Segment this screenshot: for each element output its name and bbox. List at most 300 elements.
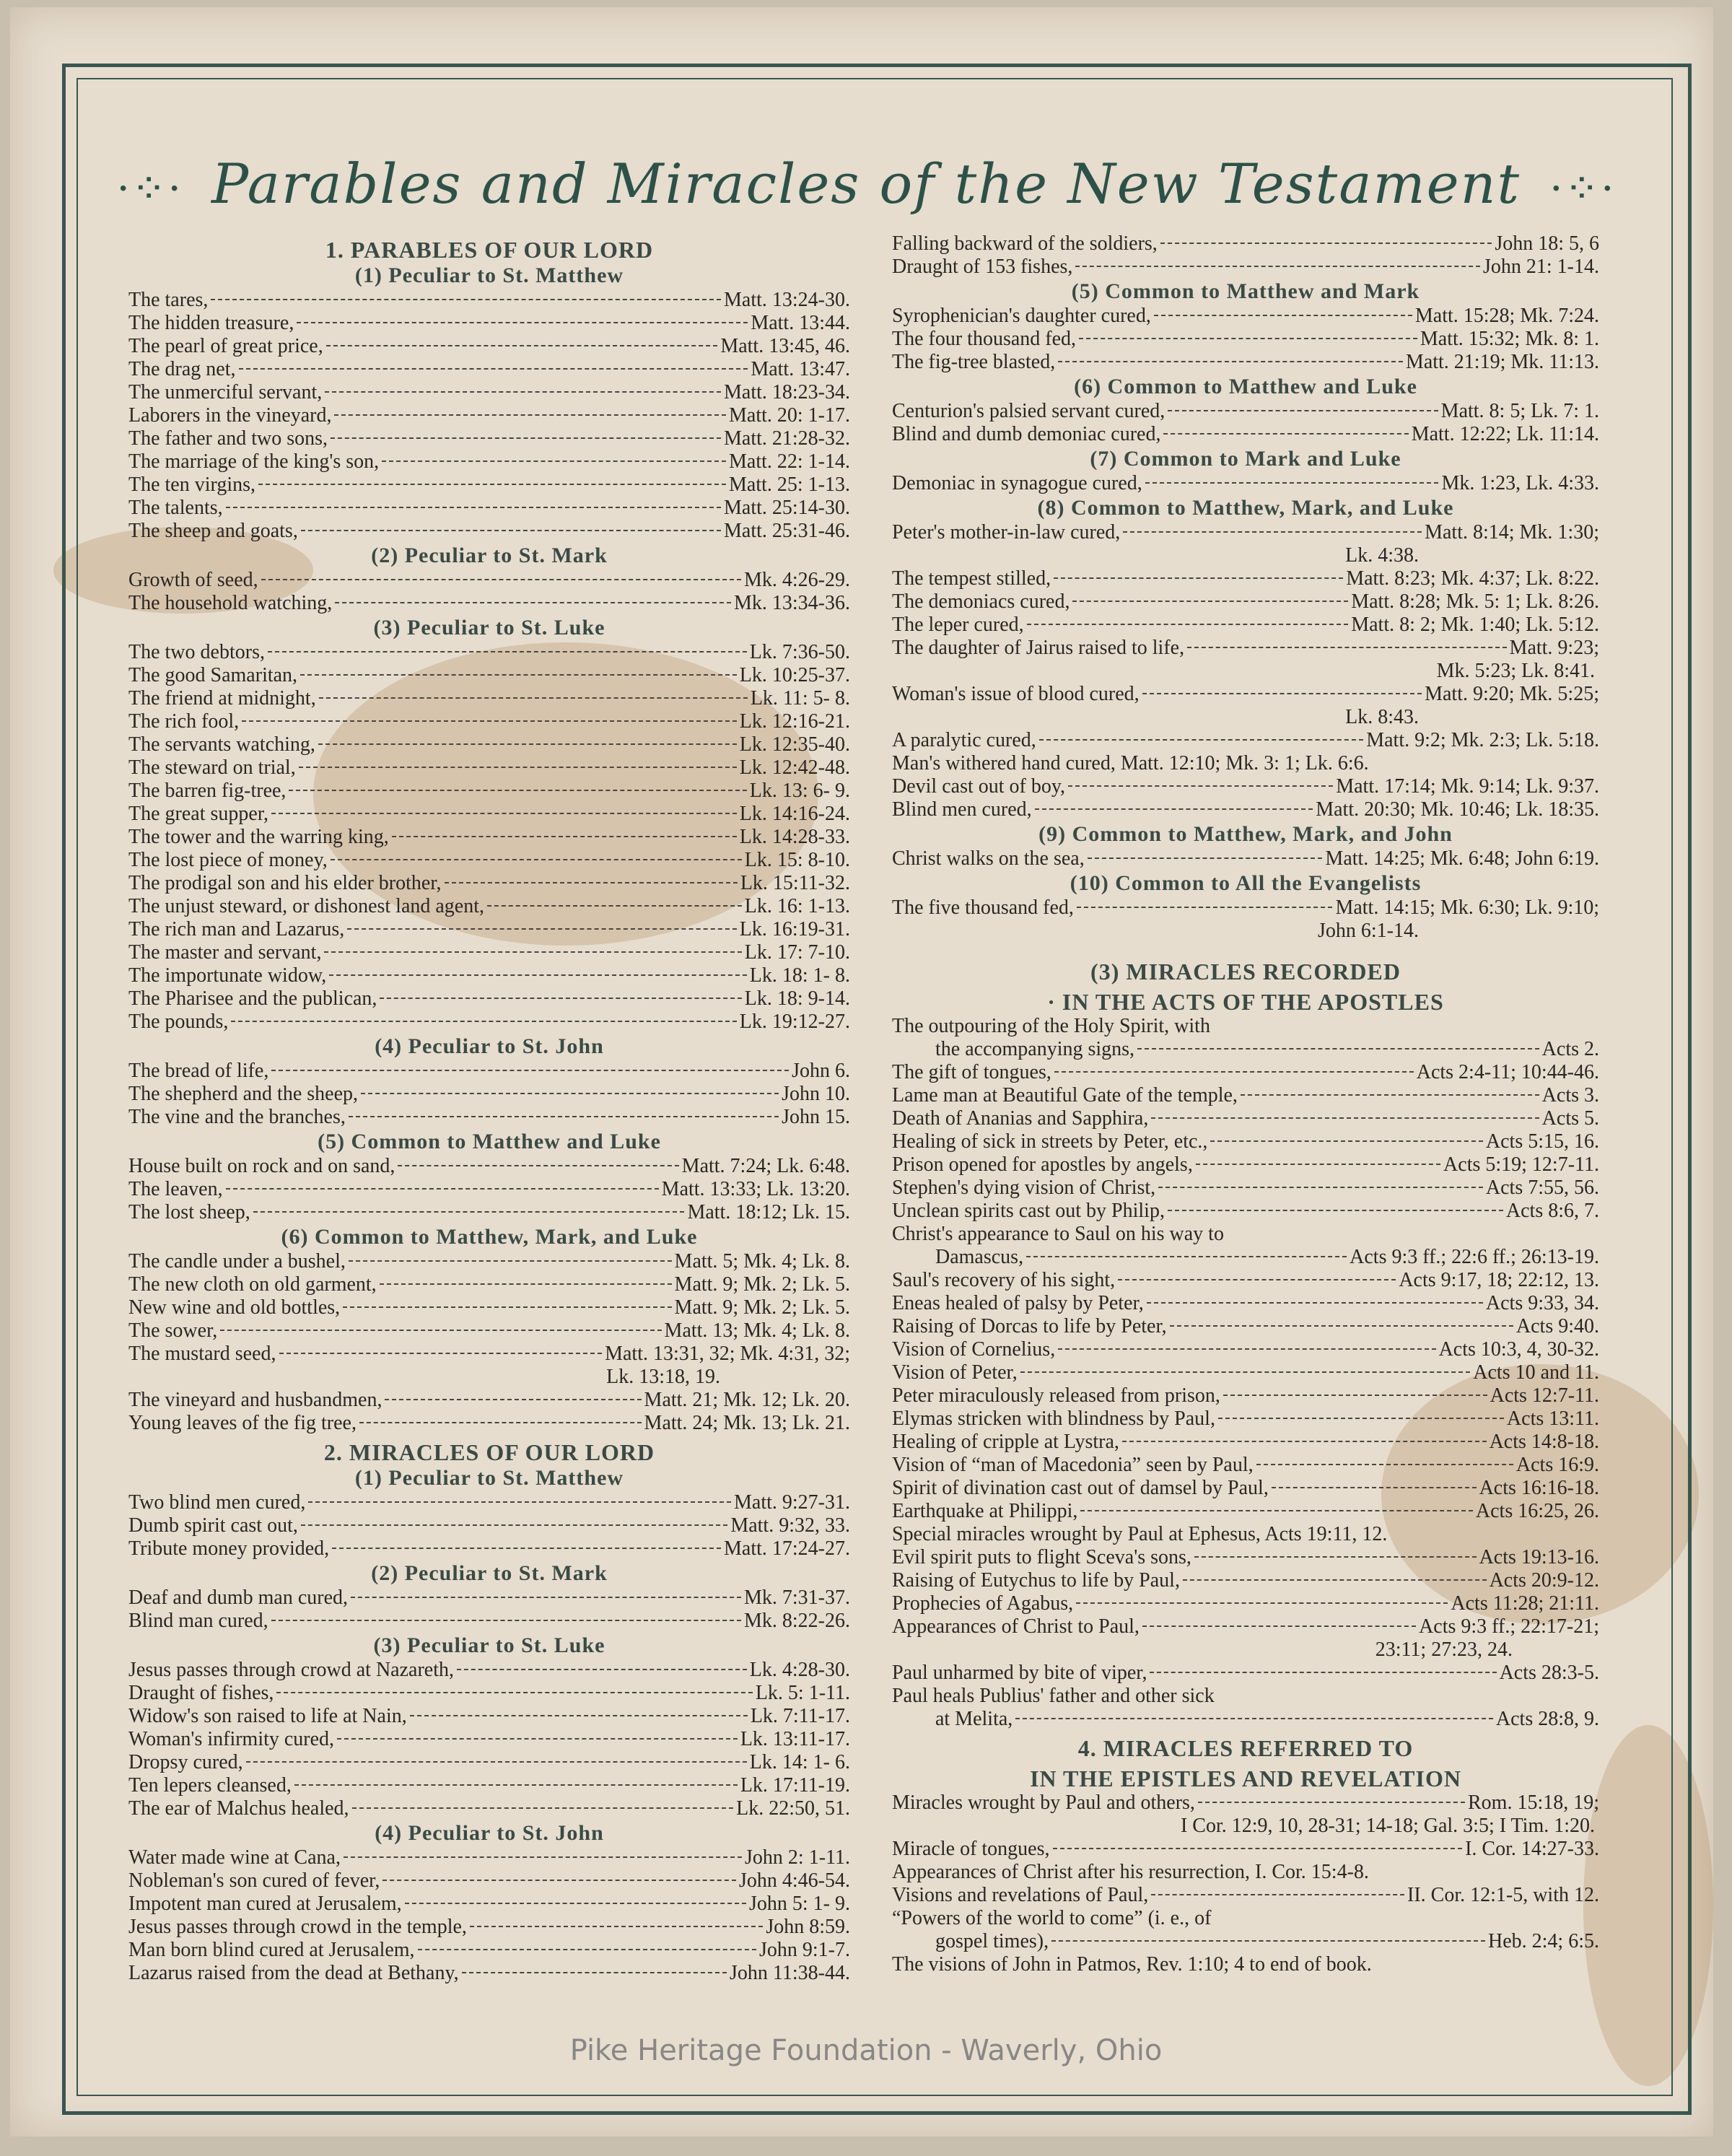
entry-row xyxy=(128,849,850,872)
reference-continuation: I Cor. 12:9, 10, 28-31; 14-18; Gal. 3:5; I Tim. 1:20. xyxy=(1180,1815,1595,1837)
scripture-reference: Matt. 9; Mk. 2; Lk. 5. xyxy=(674,1273,850,1296)
scripture-reference: Matt. 15:28; Mk. 7:24. xyxy=(1414,305,1599,327)
scripture-reference: Lk. 4:28-30. xyxy=(749,1659,850,1681)
entry-row xyxy=(892,256,1599,279)
entry-row xyxy=(892,305,1599,328)
entry-title: Nobleman's son cured of fever, xyxy=(128,1869,380,1892)
leader-dashes xyxy=(1054,1071,1414,1073)
entry-row xyxy=(892,1546,1599,1569)
scripture-reference: Matt. 13:44. xyxy=(751,312,850,334)
leader-dashes xyxy=(319,697,748,699)
entry-row xyxy=(128,1682,850,1705)
entry-title: The ten virgins, xyxy=(128,473,256,496)
scripture-reference: Matt. 13:33; Lk. 13:20. xyxy=(661,1178,850,1200)
leader-dashes xyxy=(226,507,721,508)
entry-title: The leper cured, xyxy=(892,614,1024,636)
scripture-reference: Matt. 21:28-32. xyxy=(724,427,850,450)
entry-title: The vineyard and husbandmen, xyxy=(128,1389,382,1411)
entry-title: The friend at midnight, xyxy=(128,687,316,710)
entry-line: Christ's appearance to Saul on his way to xyxy=(892,1223,1224,1245)
scripture-reference: Matt. 25:31-46. xyxy=(724,520,850,542)
scripture-reference: Matt. 8:28; Mk. 5: 1; Lk. 8:26. xyxy=(1351,590,1599,613)
scripture-reference: Matt. 15:32; Mk. 8: 1. xyxy=(1420,328,1599,350)
scripture-reference: John 8:59. xyxy=(766,1916,850,1938)
page-title xyxy=(0,152,1732,216)
entry-title: Devil cast out of boy, xyxy=(892,775,1066,798)
leader-dashes xyxy=(1077,907,1333,908)
leader-dashes xyxy=(301,1524,727,1526)
entry-row xyxy=(128,1659,850,1682)
entry-line: Paul heals Publius' father and other sick xyxy=(892,1685,1215,1707)
scripture-reference: John 15. xyxy=(782,1106,850,1128)
scripture-reference: Mk. 13:34-36. xyxy=(734,592,850,614)
entry-title: Spirit of divination cast out of damsel by Paul, xyxy=(892,1477,1269,1499)
leader-dashes xyxy=(1051,1940,1485,1942)
leader-dashes xyxy=(246,1761,747,1763)
section-heading: (5) Common to Matthew and Mark xyxy=(1071,279,1420,303)
scripture-reference: Acts 19:13-16. xyxy=(1479,1546,1599,1568)
entry-row xyxy=(892,1107,1599,1130)
entry-title: Vision of Cornelius, xyxy=(892,1338,1056,1361)
leader-dashes xyxy=(1168,1210,1503,1211)
scripture-reference: Matt. 18:23-34. xyxy=(724,381,850,403)
entry-title: The mustard seed, xyxy=(128,1343,276,1365)
entry-row xyxy=(892,1930,1599,1953)
leader-dashes xyxy=(382,1880,736,1881)
leader-dashes xyxy=(324,951,741,953)
entry-row xyxy=(128,289,850,312)
entry-row xyxy=(128,872,850,895)
section-heading: (8) Common to Matthew, Mark, and Luke xyxy=(1037,496,1454,520)
leader-dashes xyxy=(329,974,747,976)
scripture-reference: John 5: 1- 9. xyxy=(749,1893,850,1915)
scripture-reference: John 10. xyxy=(782,1083,850,1105)
scripture-reference: Acts 2. xyxy=(1541,1038,1599,1060)
leader-dashes xyxy=(1223,1395,1487,1396)
entry-title: Earthquake at Philippi, xyxy=(892,1500,1078,1522)
scripture-reference: Acts 13:11. xyxy=(1506,1407,1599,1430)
entry-title: Damascus, xyxy=(935,1246,1024,1268)
section-heading: (3) Peculiar to St. Luke xyxy=(373,1633,605,1657)
entry-title: The unmerciful servant, xyxy=(128,381,323,403)
scripture-reference: Matt. 24; Mk. 13; Lk. 21. xyxy=(644,1412,850,1434)
entry-title: Centurion's palsied servant cured, xyxy=(892,400,1165,422)
entry-title: The barren fig-tree, xyxy=(128,780,287,802)
leader-dashes xyxy=(351,1597,741,1598)
entry-row xyxy=(128,1916,850,1939)
scripture-reference: Matt. 25: 1-13. xyxy=(729,473,850,496)
section-heading: (10) Common to All the Evangelists xyxy=(1070,871,1422,895)
section-heading: (1) Peculiar to St. Matthew xyxy=(354,1466,624,1490)
leader-dashes xyxy=(1068,785,1333,787)
entry-title: Death of Ananias and Sapphira, xyxy=(892,1107,1149,1130)
entry-row xyxy=(892,328,1599,351)
leader-dashes xyxy=(1118,1279,1396,1280)
scripture-reference: Acts 28:8, 9. xyxy=(1495,1708,1599,1730)
entry-title: The steward on trial, xyxy=(128,756,296,779)
scripture-reference: Matt. 8: 2; Mk. 1:40; Lk. 5:12. xyxy=(1351,614,1599,636)
leader-dashes xyxy=(1142,693,1422,694)
entry-title: Christ walks on the sea, xyxy=(892,847,1085,870)
scripture-reference: Matt. 13:24-30. xyxy=(724,289,850,311)
entry-title: The father and two sons, xyxy=(128,427,328,450)
entry-title: The lost sheep, xyxy=(128,1201,250,1223)
entry-row xyxy=(892,351,1599,374)
entry-row xyxy=(892,896,1599,920)
leader-dashes xyxy=(297,322,748,323)
leader-dashes xyxy=(1058,1348,1435,1350)
entry-title: The gift of tongues, xyxy=(892,1061,1051,1083)
entry-title: Syrophenician's daughter cured, xyxy=(892,305,1151,327)
entry-title: the accompanying signs, xyxy=(935,1038,1135,1060)
entry-line: The visions of John in Patmos, Rev. 1:10; 4 to end of book. xyxy=(892,1953,1372,1976)
leader-dashes xyxy=(1150,1672,1496,1673)
leader-dashes xyxy=(1272,1487,1477,1488)
entry-title: The unjust steward, or dishonest land agent, xyxy=(128,895,485,917)
section-heading: 4. MIRACLES REFERRED TO xyxy=(1077,1735,1414,1761)
entry-title: The ear of Malchus healed, xyxy=(128,1797,349,1820)
entry-title: The demoniacs cured, xyxy=(892,590,1070,613)
entry-row xyxy=(128,1705,850,1728)
scripture-reference: Matt. 21; Mk. 12; Lk. 20. xyxy=(644,1389,850,1411)
entry-row xyxy=(128,964,850,987)
entry-title: Water made wine at Cana, xyxy=(128,1846,341,1869)
scripture-reference: Acts 28:3-5. xyxy=(1499,1662,1599,1684)
scripture-reference: Lk. 14:28-33. xyxy=(739,826,850,848)
scripture-reference: Matt. 21:19; Mk. 11:13. xyxy=(1405,351,1599,373)
entry-row xyxy=(128,404,850,427)
leader-dashes xyxy=(279,1353,603,1354)
entry-title: Miracles wrought by Paul and others, xyxy=(892,1791,1195,1814)
entry-title: Elymas stricken with blindness by Paul, xyxy=(892,1407,1215,1430)
scripture-reference: Acts 8:6, 7. xyxy=(1505,1200,1599,1222)
entry-row xyxy=(892,1615,1599,1638)
entry-row xyxy=(128,1296,850,1319)
scripture-reference: Lk. 7:36-50. xyxy=(749,641,850,663)
entry-title: Deaf and dumb man cured, xyxy=(128,1587,348,1609)
entry-title: Falling backward of the soldiers, xyxy=(892,232,1158,255)
entry-row xyxy=(128,826,850,849)
entry-title: Laborers in the vineyard, xyxy=(128,404,332,427)
leader-dashes xyxy=(343,1306,671,1308)
scripture-reference: Rom. 15:18, 19; xyxy=(1467,1791,1599,1814)
entry-title: The rich man and Lazarus, xyxy=(128,918,345,940)
leader-dashes xyxy=(1183,1579,1487,1581)
leader-dashes xyxy=(1218,1418,1504,1419)
entry-row xyxy=(128,895,850,918)
scripture-reference: Matt. 17:24-27. xyxy=(724,1537,850,1560)
leader-dashes xyxy=(211,299,721,300)
entry-title: The daughter of Jairus raised to life, xyxy=(892,637,1185,659)
entry-row xyxy=(128,592,850,615)
entry-row xyxy=(128,1106,850,1129)
section-heading: (6) Common to Matthew, Mark, and Luke xyxy=(281,1225,698,1249)
entry-row xyxy=(128,1893,850,1916)
leader-dashes xyxy=(1026,1256,1347,1257)
entry-title: The Pharisee and the publican, xyxy=(128,987,377,1010)
entry-title: The tares, xyxy=(128,289,209,311)
scripture-reference: John 6. xyxy=(792,1060,850,1082)
scripture-reference: John 11:38-44. xyxy=(730,1962,850,1984)
leader-dashes xyxy=(334,414,726,416)
entry-title: The servants watching, xyxy=(128,733,315,756)
leader-dashes xyxy=(385,1399,641,1400)
scripture-reference: Acts 2:4-11; 10:44-46. xyxy=(1416,1061,1599,1083)
entry-title: The marriage of the king's son, xyxy=(128,450,380,473)
scripture-reference: Matt. 25:14-30. xyxy=(724,497,850,519)
scripture-reference: Acts 11:28; 21:11. xyxy=(1451,1592,1599,1615)
entry-row xyxy=(892,1662,1599,1685)
section-heading: (1) Peculiar to St. Matthew xyxy=(354,263,624,287)
leader-dashes xyxy=(1020,1371,1471,1373)
scripture-reference: Matt. 9:32, 33. xyxy=(730,1514,850,1537)
scripture-reference: Matt. 9:2; Mk. 2:3; Lk. 5:18. xyxy=(1366,729,1599,751)
leader-dashes xyxy=(1015,1718,1493,1719)
scripture-reference: Matt. 20: 1-17. xyxy=(729,404,850,427)
scripture-reference: Lk. 15:11-32. xyxy=(740,872,850,894)
entry-row xyxy=(892,567,1599,590)
scripture-reference: Acts 5:15, 16. xyxy=(1485,1130,1599,1153)
entry-title: Peter's mother-in-law cured, xyxy=(892,521,1121,544)
entry-line: Special miracles wrought by Paul at Ephesus, Acts 19:11, 12. xyxy=(892,1523,1388,1545)
scripture-reference: Mk. 4:26-29. xyxy=(744,569,850,591)
entry-title: The prodigal son and his elder brother, xyxy=(128,872,442,894)
scripture-reference: Acts 9:33, 34. xyxy=(1485,1292,1599,1314)
leader-dashes xyxy=(276,1692,752,1693)
entry-row xyxy=(892,1177,1599,1200)
scripture-reference: Lk. 12:16-21. xyxy=(739,710,850,733)
scripture-reference: Acts 9:3 ff.; 22:17-21; xyxy=(1419,1615,1599,1638)
leader-dashes xyxy=(261,579,741,580)
leader-dashes xyxy=(445,882,738,883)
scripture-reference: Acts 9:40. xyxy=(1516,1315,1599,1337)
entry-line: “Powers of the world to come” (i. e., of xyxy=(892,1907,1212,1929)
scripture-reference: I. Cor. 14:27-33. xyxy=(1465,1838,1599,1860)
entry-row xyxy=(892,1407,1599,1431)
leader-dashes xyxy=(1137,1048,1539,1049)
entry-row xyxy=(128,780,850,803)
leader-dashes xyxy=(487,905,742,907)
leader-dashes xyxy=(239,368,748,370)
right-column xyxy=(892,232,1599,1976)
leader-dashes xyxy=(331,859,742,860)
leader-dashes xyxy=(231,1021,736,1022)
leader-dashes xyxy=(1035,808,1313,810)
leader-dashes xyxy=(1151,1117,1539,1119)
entry-title: The leaven, xyxy=(128,1178,223,1200)
entry-row xyxy=(128,710,850,733)
entry-title: The hidden treasure, xyxy=(128,312,294,334)
entry-row xyxy=(128,1412,850,1435)
entry-row xyxy=(128,1797,850,1820)
scripture-reference: Matt. 5; Mk. 4; Lk. 8. xyxy=(674,1250,850,1273)
entry-title: Draught of fishes, xyxy=(128,1682,274,1704)
scripture-reference: Lk. 10:25-37. xyxy=(739,664,850,686)
scripture-reference: Matt. 13:45, 46. xyxy=(720,335,850,357)
entry-row xyxy=(128,473,850,497)
section-heading: (5) Common to Matthew and Luke xyxy=(318,1130,661,1153)
leader-dashes xyxy=(1210,1140,1482,1142)
scripture-reference: Acts 9:17, 18; 22:12, 13. xyxy=(1399,1269,1599,1291)
entry-row xyxy=(128,733,850,756)
entry-row xyxy=(128,569,850,592)
reference-continuation: Lk. 8:43. xyxy=(1345,706,1419,728)
entry-title: Unclean spirits cast out by Philip, xyxy=(892,1200,1165,1222)
leader-dashes xyxy=(1158,1187,1483,1188)
entry-title: The sheep and goats, xyxy=(128,520,298,542)
entry-row xyxy=(128,987,850,1011)
leader-dashes xyxy=(220,1330,661,1331)
scripture-reference: Matt. 12:22; Lk. 11:14. xyxy=(1411,423,1599,445)
leader-dashes xyxy=(1147,1302,1483,1304)
entry-title: Impotent man cured at Jerusalem, xyxy=(128,1893,402,1915)
leader-dashes xyxy=(382,461,726,462)
entry-row xyxy=(892,847,1599,870)
entry-title: The good Samaritan, xyxy=(128,664,298,686)
scripture-reference: Matt. 20:30; Mk. 10:46; Lk. 18:35. xyxy=(1316,798,1599,821)
entry-row xyxy=(128,941,850,964)
entry-row xyxy=(128,427,850,450)
scripture-reference: Matt. 13; Mk. 4; Lk. 8. xyxy=(664,1319,850,1342)
entry-title: The four thousand fed, xyxy=(892,328,1077,350)
entry-title: Eneas healed of palsy by Peter, xyxy=(892,1292,1144,1314)
entry-row xyxy=(128,1869,850,1893)
entry-row xyxy=(128,1587,850,1610)
entry-line: Appearances of Christ after his resurrection, I. Cor. 15:4-8. xyxy=(892,1861,1369,1883)
entry-row xyxy=(892,1292,1599,1315)
scripture-reference: Matt. 14:25; Mk. 6:48; John 6:19. xyxy=(1325,847,1599,870)
leader-dashes xyxy=(1123,531,1422,533)
reference-continuation: Lk. 4:38. xyxy=(1345,544,1419,567)
leader-dashes xyxy=(1256,1464,1513,1465)
leader-dashes xyxy=(1154,315,1412,316)
entry-row xyxy=(128,1514,850,1537)
leader-dashes xyxy=(1145,482,1439,484)
leader-dashes xyxy=(352,1807,734,1809)
entry-title: Jesus passes through crowd in the temple, xyxy=(128,1916,467,1938)
entry-title: Two blind men cured, xyxy=(128,1491,306,1514)
entry-title: The drag net, xyxy=(128,358,236,380)
scripture-reference: Acts 16:25, 26. xyxy=(1475,1500,1599,1522)
entry-title: Prophecies of Agabus, xyxy=(892,1592,1074,1615)
section-heading: (3) MIRACLES RECORDED xyxy=(1090,959,1401,985)
entry-row xyxy=(892,1038,1599,1061)
entry-row xyxy=(128,312,850,335)
section-heading: · IN THE ACTS OF THE APOSTLES xyxy=(1047,989,1444,1015)
entry-row xyxy=(892,1338,1599,1361)
section-heading: (6) Common to Matthew and Luke xyxy=(1074,375,1417,398)
leader-dashes xyxy=(1075,266,1480,267)
entry-title: The candle under a bushel, xyxy=(128,1250,346,1273)
entry-title: Vision of “man of Macedonia” seen by Paul, xyxy=(892,1454,1254,1476)
entry-row xyxy=(128,1250,850,1273)
scripture-reference: Matt. 8:23; Mk. 4:37; Lk. 8:22. xyxy=(1346,567,1599,590)
entry-row xyxy=(892,729,1599,752)
entry-row xyxy=(892,1153,1599,1177)
entry-row xyxy=(128,335,850,358)
entry-title: at Melita, xyxy=(935,1708,1013,1730)
scripture-reference: Lk. 16:19-31. xyxy=(739,918,850,940)
entry-row xyxy=(892,614,1599,637)
entry-title: Jesus passes through crowd at Nazareth, xyxy=(128,1659,454,1681)
leader-dashes xyxy=(308,1501,731,1503)
scripture-reference: Matt. 17:14; Mk. 9:14; Lk. 9:37. xyxy=(1336,775,1599,798)
scripture-reference: Acts 20:9-12. xyxy=(1489,1569,1599,1592)
entry-row xyxy=(892,1708,1599,1731)
scripture-reference: Acts 3. xyxy=(1541,1084,1599,1107)
entry-title: Blind and dumb demoniac cured, xyxy=(892,423,1161,445)
entry-row xyxy=(128,1389,850,1412)
section-heading: (7) Common to Mark and Luke xyxy=(1090,447,1401,471)
scripture-reference: Acts 16:16-18. xyxy=(1479,1477,1599,1499)
scripture-reference: Acts 14:8-18. xyxy=(1489,1431,1599,1453)
entry-row xyxy=(128,664,850,687)
scripture-reference: Mk. 8:22-26. xyxy=(744,1610,850,1632)
leader-dashes xyxy=(253,1211,685,1213)
leader-dashes xyxy=(326,345,718,346)
leader-dashes xyxy=(1196,1164,1440,1165)
entry-title: Blind men cured, xyxy=(892,798,1032,821)
entry-row xyxy=(892,1884,1599,1907)
entry-row xyxy=(128,1728,850,1751)
scripture-reference: John 21: 1-14. xyxy=(1483,256,1599,278)
entry-title: The talents, xyxy=(128,497,223,519)
scripture-reference: Acts 10 and 11. xyxy=(1473,1361,1599,1384)
entry-row xyxy=(892,775,1599,798)
entry-title: Growth of seed, xyxy=(128,569,258,591)
entry-row xyxy=(892,1431,1599,1454)
scripture-reference: Matt. 8: 5; Lk. 7: 1. xyxy=(1440,400,1599,422)
scripture-reference: Mk. 7:31-37. xyxy=(744,1587,850,1609)
leader-dashes xyxy=(300,674,737,676)
section-heading: IN THE EPISTLES AND REVELATION xyxy=(1030,1766,1461,1791)
leader-dashes xyxy=(1194,1556,1477,1558)
section-heading: 1. PARABLES OF OUR LORD xyxy=(325,237,654,263)
entry-title: Dropsy cured, xyxy=(128,1751,243,1773)
entry-row xyxy=(892,1477,1599,1500)
leader-dashes xyxy=(1168,410,1438,411)
entry-title: Man born blind cured at Jerusalem, xyxy=(128,1939,415,1961)
entry-title: Lame man at Beautiful Gate of the temple, xyxy=(892,1084,1238,1107)
entry-row xyxy=(128,1751,850,1774)
entry-line: Man's withered hand cured, Matt. 12:10; Mk. 3: 1; Lk. 6:6. xyxy=(892,752,1369,774)
section-heading: (4) Peculiar to St. John xyxy=(375,1821,604,1845)
entry-row xyxy=(128,918,850,941)
entry-row xyxy=(892,637,1599,660)
leader-dashes xyxy=(1163,433,1408,435)
entry-row xyxy=(892,1084,1599,1107)
entry-row xyxy=(128,1178,850,1201)
scripture-reference: Lk. 13:11-17. xyxy=(740,1728,850,1750)
scripture-reference: Acts 9:3 ff.; 22:6 ff.; 26:13-19. xyxy=(1350,1246,1599,1268)
leader-dashes xyxy=(349,1116,779,1117)
watermark: Pike Heritage Foundation - Waverly, Ohio xyxy=(569,2034,1163,2067)
title-text: Parables and Miracles of the New Testament xyxy=(211,152,1521,216)
entry-row xyxy=(128,520,850,543)
leader-dashes xyxy=(332,1548,721,1549)
scripture-reference: Lk. 17: 7-10. xyxy=(744,941,850,964)
leader-dashes xyxy=(470,1926,763,1927)
scripture-reference: Acts 5. xyxy=(1541,1107,1599,1130)
leader-dashes xyxy=(289,790,746,791)
leader-dashes xyxy=(1160,243,1492,244)
scripture-reference: Matt. 9:27-31. xyxy=(734,1491,850,1514)
leader-dashes xyxy=(392,836,737,837)
entry-title: The new cloth on old garment, xyxy=(128,1273,377,1296)
leader-dashes xyxy=(335,602,731,603)
entry-title: Peter miraculously released from prison, xyxy=(892,1384,1220,1407)
leader-dashes xyxy=(226,1188,659,1190)
